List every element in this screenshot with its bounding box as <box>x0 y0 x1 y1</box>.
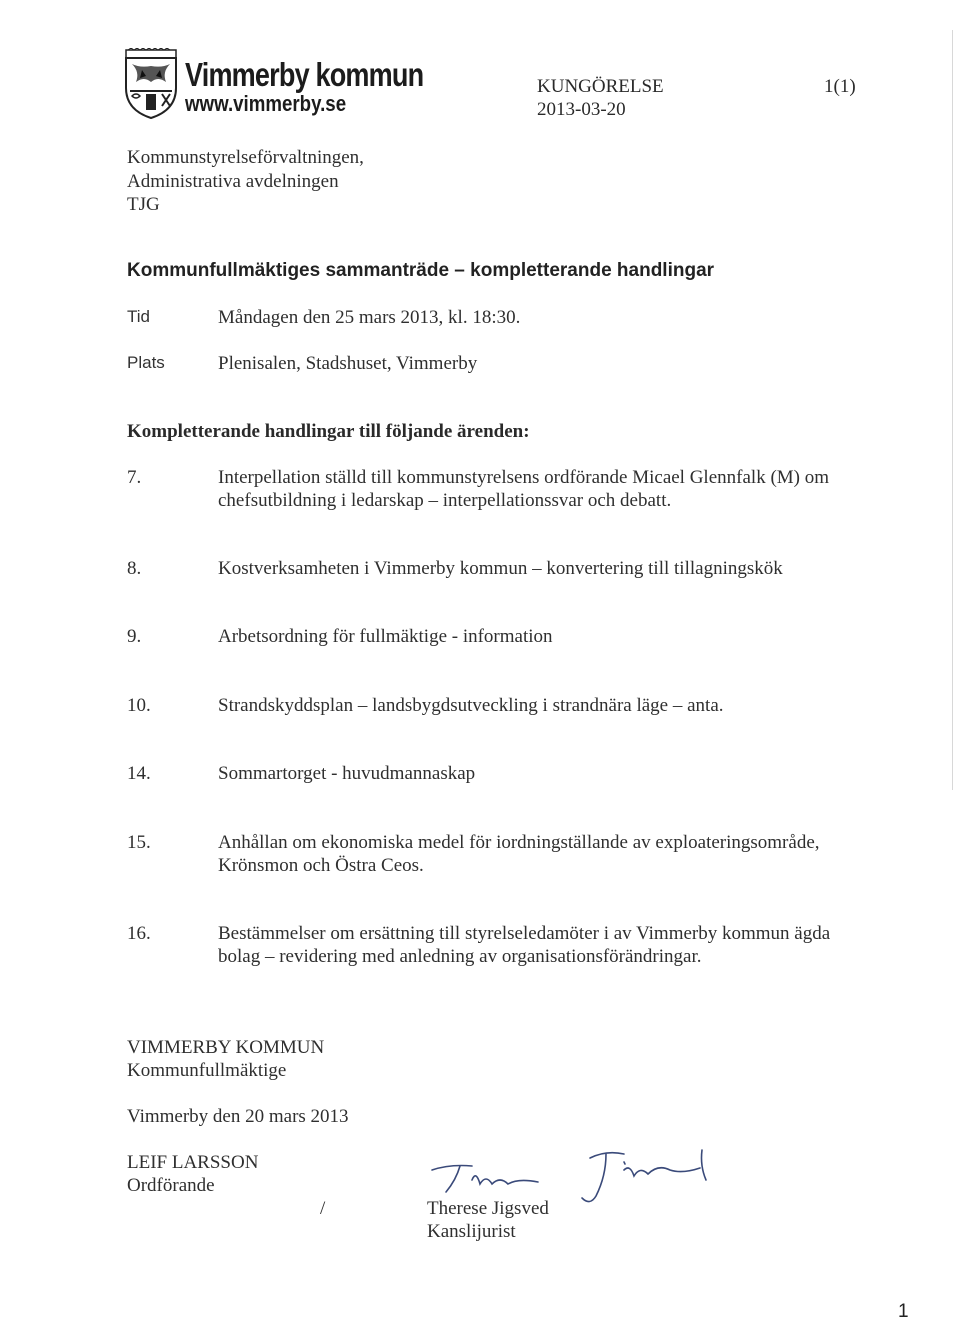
document-date: 2013-03-20 <box>537 99 626 120</box>
item-text: Arbetsordning för fullmäktige - information <box>218 626 553 647</box>
document-title: Kommunfullmäktiges sammanträde – kompletterande handlingar <box>127 260 715 281</box>
item-number: 7. <box>127 467 142 488</box>
signature-separator: / <box>320 1198 326 1219</box>
section-heading: Kompletterande handlingar till följande ärenden: <box>127 421 530 442</box>
item-text: Sommartorget - huvudmannaskap <box>218 763 476 784</box>
time-label: Tid <box>127 307 150 326</box>
document-type: KUNGÖRELSE <box>537 76 664 97</box>
sender-initials: TJG <box>127 194 160 215</box>
item-number: 14. <box>127 763 151 784</box>
footer-body: Kommunfullmäktige <box>127 1060 287 1081</box>
time-value: Måndagen den 25 mars 2013, kl. 18:30. <box>218 307 521 328</box>
item-text: Bestämmelser om ersättning till styrelseledamöter i av Vimmerby kommun ägda bolag – revidering med anledning av organisationsförändringar. <box>218 923 831 967</box>
signer-1-title: Ordförande <box>127 1175 215 1196</box>
sender-office: Kommunstyrelseförvaltningen, <box>127 147 364 168</box>
page-count: 1(1) <box>824 76 856 97</box>
coat-of-arms-icon <box>122 48 180 120</box>
page-edge-line <box>952 30 953 790</box>
item-number: 10. <box>127 695 151 716</box>
place-value: Plenisalen, Stadshuset, Vimmerby <box>218 353 478 374</box>
handwritten-signature <box>410 1140 740 1210</box>
item-number: 16. <box>127 923 151 944</box>
item-text: Interpellation ställd till kommunstyrelsens ordförande Micael Glennfalk (M) om chefsutbildning i ledarskap – interpellationssvar och debatt. <box>218 467 830 511</box>
signer-2-title: Kanslijurist <box>427 1221 516 1242</box>
item-number: 8. <box>127 558 142 579</box>
sender-department: Administrativa avdelningen <box>127 171 339 192</box>
signer-2-name: Therese Jigsved <box>427 1198 549 1219</box>
place-label: Plats <box>127 353 165 372</box>
item-text: Kostverksamheten i Vimmerby kommun – konvertering till tillagningskök <box>218 558 783 579</box>
item-text: Strandskyddsplan – landsbygdsutveckling i strandnära läge – anta. <box>218 695 724 716</box>
item-text: Anhållan om ekonomiska medel för iordningställande av exploateringsområde, Krönsmon och Östra Ceos. <box>218 832 820 876</box>
municipality-name: Vimmerby kommun <box>185 56 424 93</box>
footer-place-date: Vimmerby den 20 mars 2013 <box>127 1106 349 1127</box>
municipality-website: www.vimmerby.se <box>185 91 347 116</box>
page-number: 1 <box>898 1301 909 1322</box>
item-number: 15. <box>127 832 151 853</box>
footer-organization: VIMMERBY KOMMUN <box>127 1037 325 1058</box>
item-number: 9. <box>127 626 142 647</box>
signer-1-name: LEIF LARSSON <box>127 1152 259 1173</box>
